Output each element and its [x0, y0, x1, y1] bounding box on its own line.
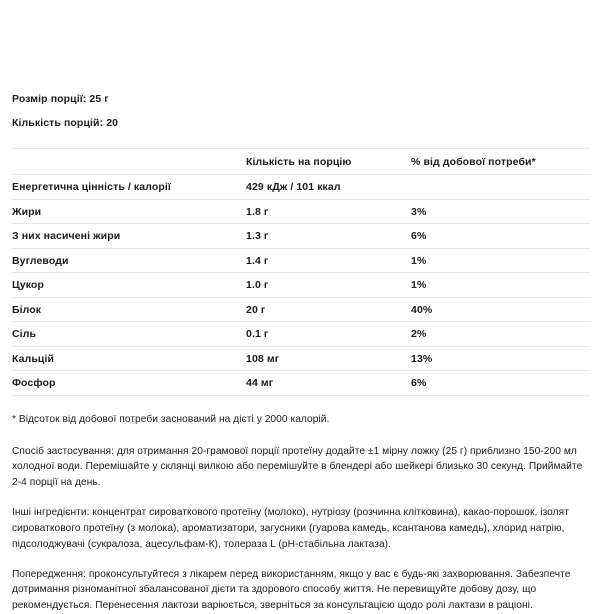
nutrient-daily-value [411, 175, 590, 200]
nutrient-daily-value: 1% [411, 248, 590, 273]
nutrient-amount: 1.3 г [246, 224, 411, 249]
nutrient-label: Вуглеводи [12, 248, 246, 273]
daily-value-footnote: * Відсоток від добової потреби заснований на дієті у 2000 калорій. [12, 413, 330, 425]
warning-paragraph: Попередження: проконсультуйтеся з лікарем перед використанням, якщо у вас є будь-які захворювання. Забезпечте дотримання різноманітної збалансованої дієти та здорового способу життя. Не перевищуйте добову дозу, що рекомендується. Перенесення лактози варіюється, зверніться за консультацією щодо ролі лактази в раціоні. [12, 568, 571, 612]
nutrient-label: Жири [12, 199, 246, 224]
nutrient-daily-value: 40% [411, 297, 590, 322]
table-row [12, 248, 590, 273]
nutrient-daily-value: 1% [411, 273, 590, 298]
serving-size-line: Розмір порції: 25 г [12, 93, 109, 105]
column-header-daily-value: % від добової потреби* [411, 149, 590, 175]
nutrient-daily-value: 2% [411, 322, 590, 347]
ingredients-paragraph: Інші інгредієнти: концентрат сироваткового протеїну (молоко), нутріозу (розчинна клітковина), какао-порошок, ізолят сироваткового протеїну (з молока), ароматизатори, загусники (гуарова камедь, ксантанова камедь), хлорид натрію, підсолоджувачі (сукралоза, ацесульфам-К), толераза L (рН-стабільна лактаза). [12, 507, 569, 550]
nutrient-amount: 1.4 г [246, 248, 411, 273]
nutrient-daily-value: 3% [411, 199, 590, 224]
table-row [12, 224, 590, 249]
nutrient-amount: 108 мг [246, 346, 411, 371]
table-row [12, 199, 590, 224]
table-row [12, 322, 590, 347]
nutrition-table-head [12, 149, 590, 175]
nutrient-label: Кальцій [12, 346, 246, 371]
nutrient-label: З них насичені жири [12, 224, 246, 249]
nutrient-amount: 1.0 г [246, 273, 411, 298]
table-row [12, 346, 590, 371]
column-header-nutrient [12, 149, 246, 175]
nutrient-amount: 1.8 г [246, 199, 411, 224]
table-header-row [12, 149, 590, 175]
nutrient-amount: 20 г [246, 297, 411, 322]
nutrient-label: Білок [12, 297, 246, 322]
nutrient-daily-value: 6% [411, 371, 590, 396]
servings-per-container-line: Кількість порцій: 20 [12, 117, 119, 130]
table-row [12, 175, 590, 200]
nutrient-amount: 44 мг [246, 371, 411, 396]
nutrient-label: Цукор [12, 273, 246, 298]
nutrition-table [12, 148, 590, 396]
table-row [12, 371, 590, 396]
nutrient-daily-value: 6% [411, 224, 590, 249]
nutrient-amount: 0.1 г [246, 322, 411, 347]
table-row [12, 273, 590, 298]
nutrient-label: Енергетична цінність / калорії [12, 175, 246, 200]
column-header-amount-per-serving: Кількість на порцію [246, 149, 411, 175]
table-row [12, 297, 590, 322]
nutrient-label: Сіль [12, 322, 246, 347]
nutrition-table-body [12, 175, 590, 396]
nutrient-label: Фосфор [12, 371, 246, 396]
nutrient-amount: 429 кДж / 101 ккал [246, 175, 411, 200]
nutrient-daily-value: 13% [411, 346, 590, 371]
serving-information [12, 92, 590, 130]
usage-directions-paragraph: Спосіб застосування: для отримання 20-грамової порції протеїну додайте ±1 мірну ложку (25 г) приблизно 150-200 мл холодної води. Перемішайте у склянці вилкою або перемішуйте в блендері або шейкері близько 30 секунд. Приймайте 2-4 порції на день. [12, 445, 583, 489]
